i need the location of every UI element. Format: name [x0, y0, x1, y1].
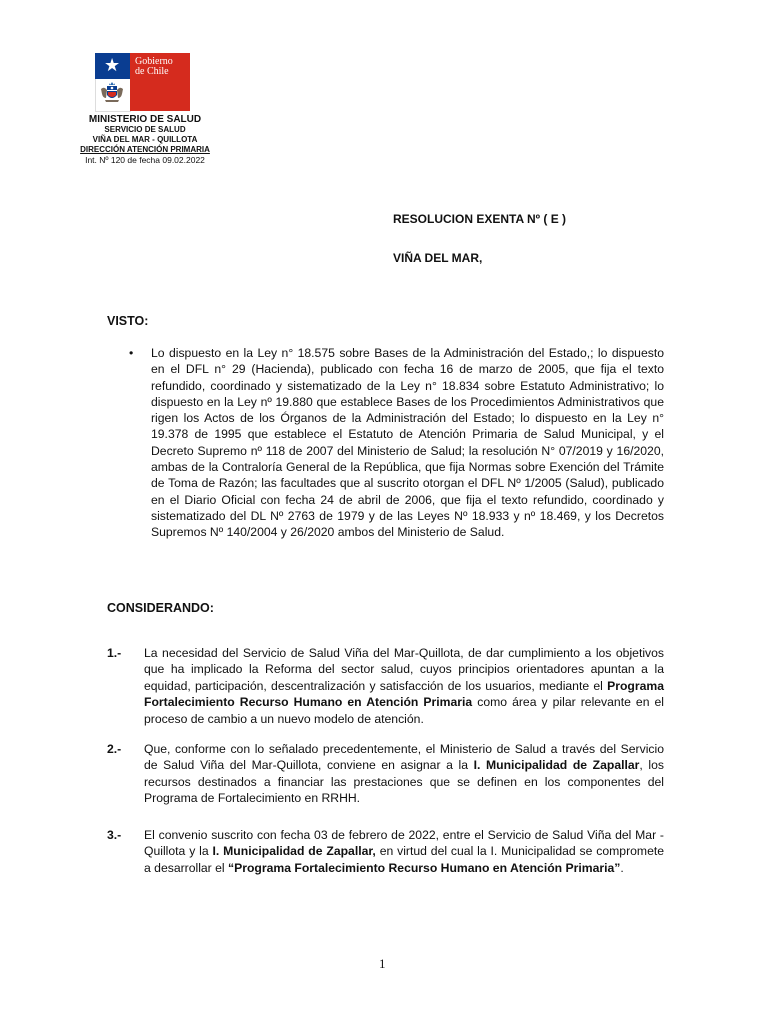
visto-paragraph: Lo dispuesto en la Ley n° 18.575 sobre Bases de la Administración del Estado,; lo dispuesto en el DFL n° 29 (Hacienda), publicado con fecha 16 de marzo de 2005, que fija el texto refundido, coordinado y sistematizado de la Ley n° 18.834 sobre Estatuto Administrativo; lo dispuesto en la Ley nº 19.880 que establece Bases de los Procedimientos Administrativos que rigen los Actos de los Órganos de la Administración del Estado; lo dispuesto en la Ley n° 19.378 de 1995 que establece el Estatuto de Atención Primaria de Salud Municipal, y el Decreto Supremo nº 118 de 2007 del Ministerio de Salud; la resolución N° 07/2019 y 16/2020, ambas de la Contraloría General de la República, que fija Normas sobre Exención del Trámite de Toma de Razón; las facultades que al suscrito otorgan el DFL Nº 1/2005 (Salud), publicado en el Diario Oficial con fecha 24 de abril de 2006, que fija el texto refundido, coordinado y sistematizado del DL Nº 2763 de 1979 y de las Leyes Nº 18.933 y nº 18.469, y los Decretos Supremos Nº 140/2004 y 26/2020 ambos del Ministerio de Salud. [151, 346, 664, 540]
logo-text-line2: de Chile [135, 66, 169, 77]
item-text-part: . [620, 860, 624, 875]
considerando-heading: CONSIDERANDO: [107, 601, 214, 615]
item-text-part: en virtud del cual la I. Municipalidad se compromete a desarrollar el [144, 844, 665, 875]
service-region: VIÑA DEL MAR - QUILLOTA [92, 135, 198, 144]
item-text-bold: I. Municipalidad de Zapallar, [212, 844, 376, 859]
item-text-part: El convenio suscrito con fecha 03 de febrero de 2022, entre el Servicio de Salud Viña del Mar - Quillota y la [144, 828, 664, 859]
item-number: 1.- [107, 646, 122, 660]
bullet-icon: • [129, 346, 134, 360]
item-text [144, 645, 664, 727]
item-number: 3.- [107, 828, 122, 842]
logo-text-line1: Gobierno [135, 56, 173, 67]
service-name: SERVICIO DE SALUD [104, 125, 186, 134]
item-number: 2.- [107, 742, 122, 756]
logo-text [135, 57, 173, 77]
ministry-name: MINISTERIO DE SALUD [88, 114, 202, 125]
considerando-item-1 [107, 645, 664, 727]
gobierno-de-chile-logo [95, 53, 190, 111]
item-text [144, 741, 664, 807]
item-text-bold: I. Municipalidad de Zapallar [473, 758, 640, 773]
item-text [144, 827, 664, 876]
item-text-bold: Programa Fortalecimiento Recurso Humano en Atención Primaria [144, 678, 664, 710]
considerando-item-2 [107, 741, 664, 807]
ministry-header [70, 114, 220, 165]
visto-list [129, 345, 664, 541]
star-icon: ★ [104, 55, 121, 75]
visto-heading: VISTO: [107, 314, 149, 328]
item-text-part: , los recursos destinados a financiar las prestaciones que se definen en los componentes del Programa de Fortalecimiento en RRHH. [144, 758, 664, 806]
item-text-part: como área y pilar relevante en el proceso de cambio a un nuevo modelo de atención. [144, 695, 664, 726]
item-text-part: Que, conforme con lo señalado precedentemente, el Ministerio de Salud a través del Servicio de Salud Viña del Mar-Quillota, conviene en asignar a la [144, 742, 664, 773]
resolution-title: RESOLUCION EXENTA Nº ( E ) [393, 212, 567, 226]
coat-of-arms-icon [99, 81, 125, 107]
internal-reference: Int. Nº 120 de fecha 09.02.2022 [85, 155, 205, 165]
item-text-part: La necesidad del Servicio de Salud Viña del Mar-Quillota, de dar cumplimiento a los objetivos que ha implicado la Reforma del sector salud, cuyos principios orientadores apuntan a la equidad, participación, descentralización y satisfacción de los usuarios, mediante el [144, 646, 664, 693]
city-line: VIÑA DEL MAR, [393, 251, 483, 265]
direction-name: DIRECCIÓN ATENCIÓN PRIMARIA [80, 145, 210, 154]
page-number: 1 [379, 956, 386, 971]
considerando-item-3 [107, 827, 664, 876]
item-text-bold: “Programa Fortalecimiento Recurso Humano en Atención Primaria” [228, 860, 621, 875]
